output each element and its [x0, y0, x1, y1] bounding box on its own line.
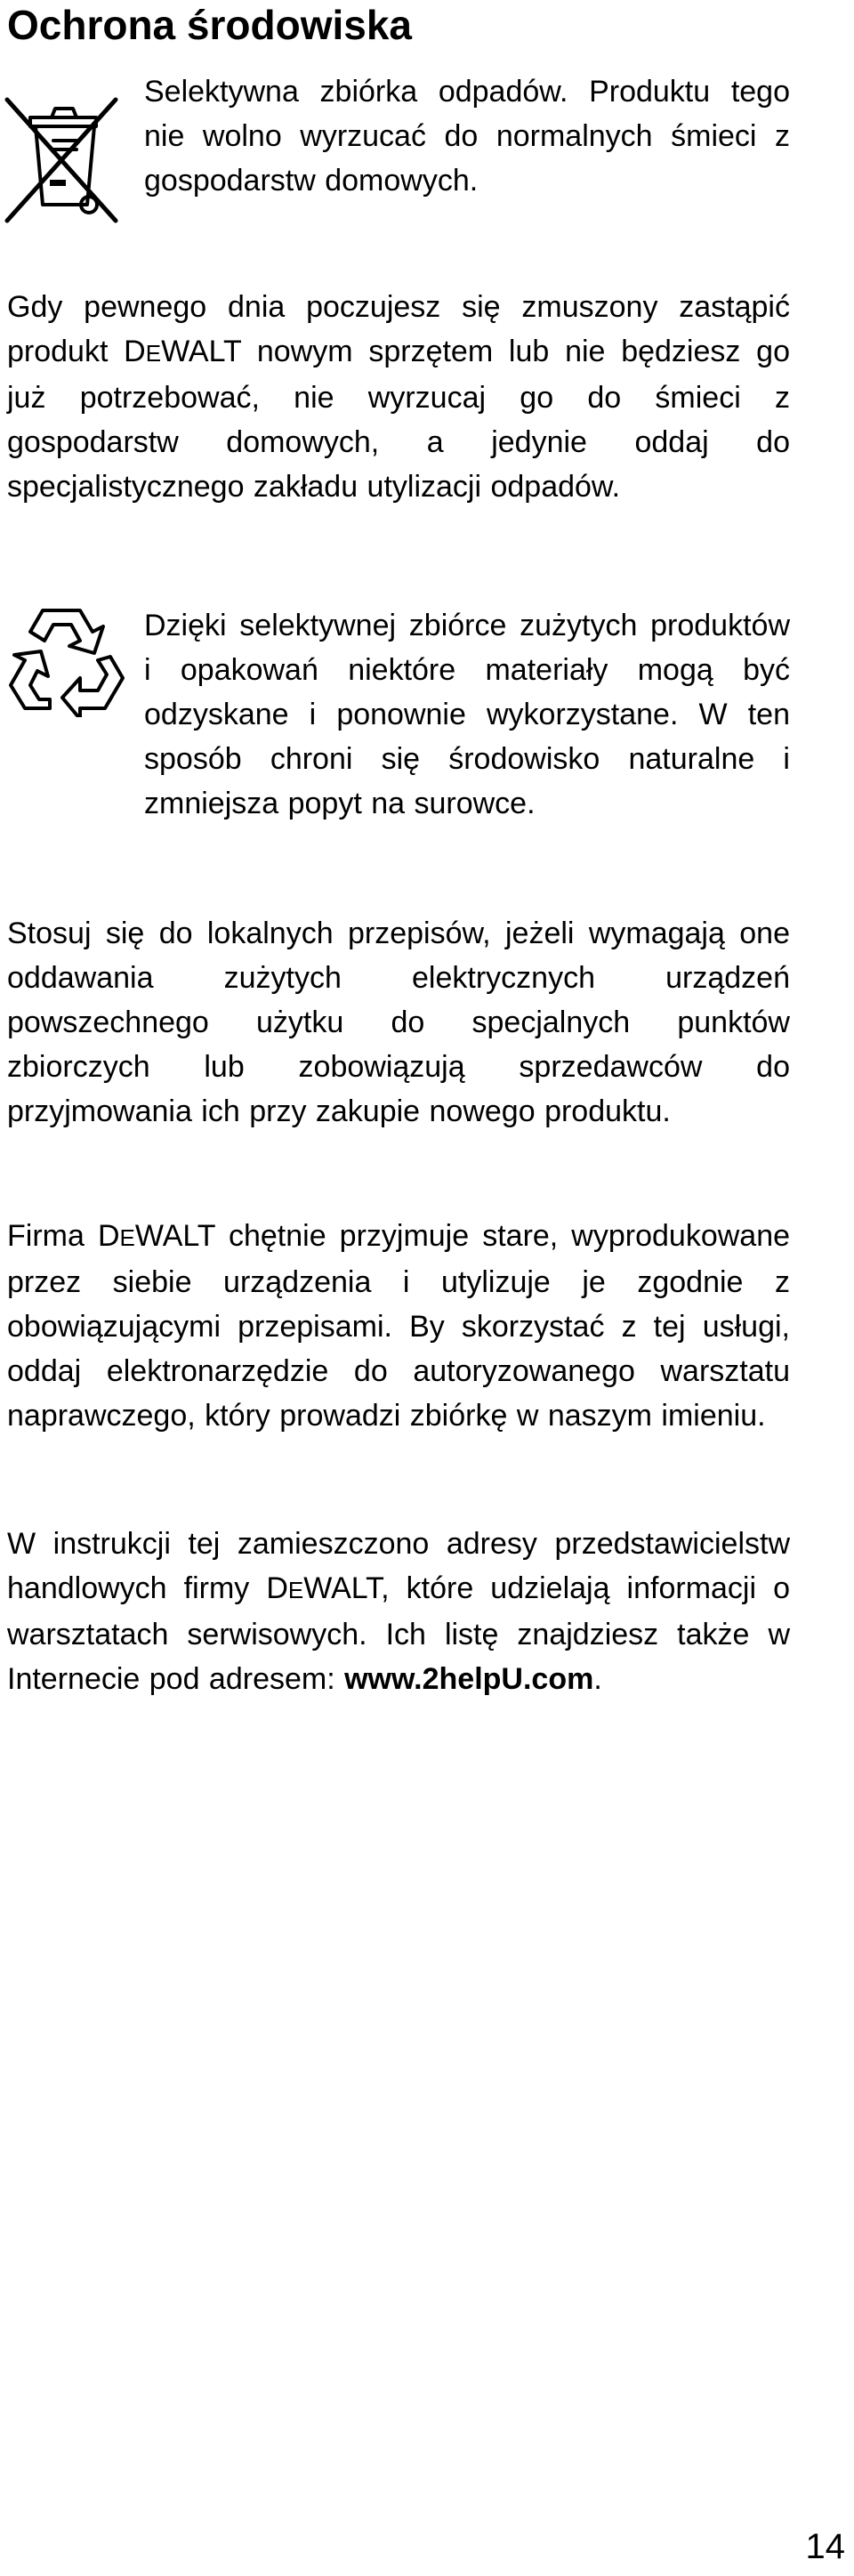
replace-product-text-start: Gdy pewnego dnia poczujesz się zmuszony zastąpić produkt — [7, 290, 790, 368]
addresses-text-start: W instrukcji tej zamieszczono adresy przedstawicielstw handlowych firmy — [7, 1527, 790, 1605]
crossed-out-wheelie-bin-icon — [2, 87, 126, 230]
company-takeback-paragraph — [7, 1214, 790, 1438]
company-takeback-text-end: chętnie przyjmuje stare, wyprodukowane przez siebie urządzenia i utylizuje je zgodnie z obowiązującymi przepisami. By skorzystać z tej usługi, oddaj elektronarzędzie do autoryzowanego warsztatu naprawczego, który prowadzi zbiórkę w naszym imieniu. — [7, 1219, 791, 1433]
service-website-link[interactable]: www.2helpU.com — [344, 1662, 594, 1696]
recycling-paragraph — [144, 603, 790, 826]
local-rules-paragraph — [7, 911, 790, 1134]
selective-collection-paragraph — [144, 69, 790, 203]
brand-name: DEWALT — [124, 335, 242, 368]
page-number: 14 — [805, 2527, 845, 2566]
company-takeback-text — [7, 1214, 790, 1438]
addresses-paragraph — [7, 1522, 790, 1701]
recycling-arrows-icon — [5, 602, 126, 717]
addresses-text — [7, 1522, 790, 1701]
replace-product-paragraph — [7, 285, 790, 509]
page-title: Ochrona środowiska — [7, 2, 413, 48]
company-takeback-text-start: Firma — [7, 1219, 98, 1253]
brand-name: DEWALT — [266, 1571, 382, 1605]
local-rules-text: Stosuj się do lokalnych przepisów, jeżeli wymagają one oddawania zużytych elektrycznych urządzeń powszechnego użytku do specjalnych punktów zbiorczych lub zobowiązują sprzedawców do przyjmowania ich przy zakupie nowego produktu. — [7, 917, 790, 1128]
brand-name: DEWALT — [97, 1219, 215, 1253]
addresses-text-end: . — [593, 1662, 602, 1696]
replace-product-text-end: nowym sprzętem lub nie będziesz go już potrzebować, nie wyrzucaj go do śmieci z gospodarstw domowych, a jedynie oddaj do specjalistycznego zakładu utylizacji odpadów. — [7, 335, 790, 504]
addresses-text-middle: , które udzielają informacji o warsztatach serwisowych. Ich listę znajdziesz także w Internecie pod adresem: — [7, 1571, 790, 1696]
replace-product-text — [7, 285, 790, 509]
selective-collection-text: Selektywna zbiórka odpadów. Produktu tego nie wolno wyrzucać do normalnych śmieci z gospodarstw domowych. — [144, 75, 790, 198]
recycling-text: Dzięki selektywnej zbiórce zużytych produktów i opakowań niektóre materiały mogą być odzyskane i ponownie wykorzystane. W ten sposób chroni się środowisko naturalne i zmniejsza popyt na surowce. — [144, 609, 790, 820]
